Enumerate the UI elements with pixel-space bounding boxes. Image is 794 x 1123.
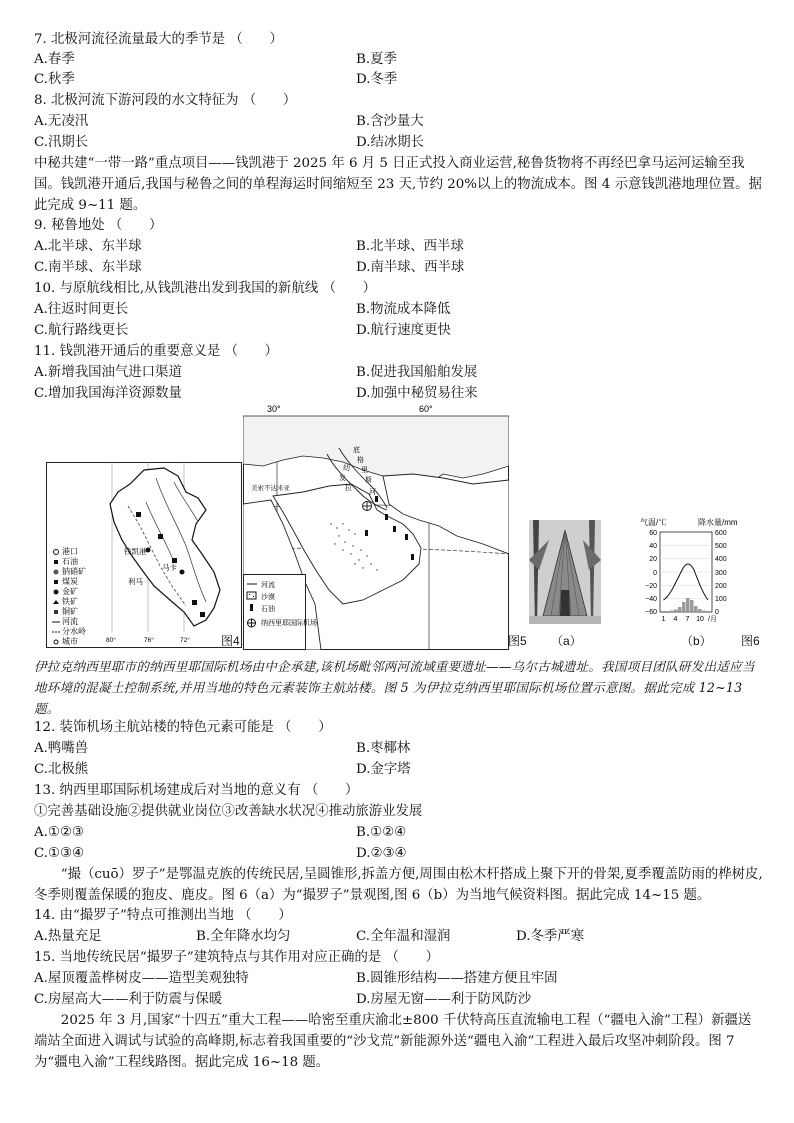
q14-option-d: D.冬季严寒	[516, 929, 585, 944]
city-symbol	[180, 570, 185, 575]
x-unit: /月	[708, 616, 717, 623]
legend-desert: 沙漠	[261, 594, 275, 601]
left-tick: 20	[649, 556, 657, 563]
mine-symbol	[192, 600, 197, 605]
figure-4-label: 图4	[221, 634, 240, 648]
q13-stem: 13. 纳西里耶国际机场建成后对当地的意义有 （ ）	[34, 783, 359, 798]
label-he: 河	[369, 489, 376, 496]
airport-symbol	[363, 502, 372, 511]
right-tick: 600	[715, 530, 727, 537]
q15-option-c: C.房屋高大——利于防震与保暖	[34, 992, 223, 1007]
q8-stem: 8. 北极河流下游河段的水文特征为 （ ）	[34, 93, 297, 108]
mine-symbol	[200, 612, 205, 617]
label-fa: 发	[339, 475, 346, 482]
q11-option-b: B.促进我国船舶发展	[356, 365, 478, 380]
q8-option-a: A.无凌汛	[34, 114, 89, 129]
legend-river: 河流	[62, 617, 78, 626]
legend-river-me: 河流	[261, 582, 275, 589]
legend-gold: 金矿	[62, 587, 78, 596]
right-tick: 400	[715, 556, 727, 563]
right-tick: 500	[715, 543, 727, 550]
legend-port: 港口	[62, 547, 78, 556]
figure-6b-label: （b）	[681, 634, 712, 648]
q9-option-b: B.北半球、西半球	[356, 239, 464, 254]
legend-oil: 石油	[62, 557, 78, 566]
legend-city: 城市	[62, 637, 78, 646]
right-tick: 200	[715, 583, 727, 590]
q7-option-c: C.秋季	[34, 72, 75, 87]
right-tick: 0	[715, 609, 719, 616]
q12-option-b: B.枣椰林	[356, 741, 411, 756]
legend-divide: 分水岭	[62, 627, 86, 636]
intro-12-13: 伊拉克纳西里耶市的纳西里耶国际机场由中企承建,该机场毗邻两河流域重要遗址——乌尔古城遗址。我国项目团队研发出适应当地环境的混凝土控制系统,并用当地的特色元素装饰主航站楼。图 5 为伊拉克纳西里耶国际机场位置示意图。据此完成 12~13 题。	[34, 659, 755, 716]
mine-symbol	[158, 534, 163, 539]
q14-option-a: A.热量充足	[34, 929, 102, 944]
q10-option-a: A.往返时间更长	[34, 302, 129, 317]
legend-iron: 铁矿	[62, 597, 78, 606]
q7-option-a: A.春季	[34, 52, 75, 67]
left-tick: −40	[645, 596, 657, 603]
q13-option-a: A.①②③	[34, 825, 84, 840]
q13-option-b: B.①②④	[356, 825, 407, 840]
right-tick: 100	[715, 596, 727, 603]
q14-option-c: C.全年温和湿润	[356, 929, 451, 944]
label-you: 幼	[343, 465, 350, 472]
q12-option-d: D.金字塔	[356, 762, 411, 777]
mine-symbol	[136, 512, 141, 517]
label-la: 拉	[345, 485, 352, 492]
figure-6b-climate-chart	[636, 516, 746, 632]
q10-stem: 10. 与原航线相比,从钱凯港出发到我国的新航线 （ ）	[34, 281, 377, 296]
q10-option-b: B.物流成本降低	[356, 302, 451, 317]
label-di: 底	[353, 447, 360, 454]
place-label-lima: 利马	[128, 577, 143, 586]
q10-option-c: C.航行路线更长	[34, 323, 129, 338]
q15-option-a: A.屋顶覆盖桦树皮——造型美观独特	[34, 971, 249, 986]
left-tick: 0	[653, 570, 657, 577]
q8-option-b: B.含沙量大	[356, 114, 424, 129]
legend-coal: 煤炭	[62, 577, 78, 586]
lon-label-60: 60°	[419, 404, 433, 414]
legend-nitrate: 钠硝矿	[62, 567, 86, 576]
q7-option-b: B.夏季	[356, 52, 397, 67]
lon-label-30: 30°	[267, 404, 281, 414]
intro-16-18: 2025 年 3 月,国家“十四五”重大工程——哈密至重庆渝北±800 千伏特高压直流输电工程（“疆电入渝”工程）新疆送端站全面进入调试与试验的高峰期,标志着我国重要的“沙戈荒”新能源外送“疆电入渝”工程进入最后攻坚冲刺阶段。图 7 为“疆电入渝”工程线路图。据此完成 16~18 题。	[34, 1013, 752, 1070]
figure-4-peru-map	[46, 462, 242, 648]
figure-6a-cuoluozi-photo	[529, 520, 601, 624]
middle-east-map	[243, 404, 509, 650]
lon-tick-72: 72°	[180, 637, 190, 644]
figure-6a-label: （a）	[551, 634, 582, 648]
q9-option-d: D.南半球、西半球	[356, 260, 465, 275]
q8-option-d: D.结冰期长	[356, 135, 425, 150]
q11-stem: 11. 钱凯港开通后的重要意义是 （ ）	[34, 344, 279, 359]
legend-copper: 铜矿	[62, 607, 78, 616]
q13-option-d: D.②③④	[356, 846, 407, 861]
x-tick: 4	[673, 616, 678, 623]
q9-option-a: A.北半球、东半球	[34, 239, 142, 254]
q15-stem: 15. 当地传统民居“撮罗子”建筑特点与其作用对应正确的是 （ ）	[34, 950, 440, 965]
place-label-qiankai: 钱凯港	[124, 547, 147, 556]
x-tick: 7	[685, 616, 690, 623]
right-tick: 300	[715, 570, 727, 577]
left-tick: 60	[649, 530, 657, 537]
q11-option-c: C.增加我国海洋资源数量	[34, 386, 182, 401]
q14-option-b: B.全年降水均匀	[196, 929, 291, 944]
figure-6-label: 图6	[741, 634, 760, 648]
legend-oil-me: 石油	[261, 606, 275, 613]
q13-options-line: ①完善基础设施②提供就业岗位③改善缺水状况④推动旅游业发展	[34, 804, 423, 819]
q9-option-c: C.南半球、东半球	[34, 260, 142, 275]
q7-option-d: D.冬季	[356, 72, 398, 87]
q12-stem: 12. 装饰机场主航站楼的特色元素可能是 （ ）	[34, 720, 332, 735]
lon-tick-76: 76°	[144, 637, 154, 644]
q11-option-a: A.新增我国油气进口渠道	[34, 365, 182, 380]
q11-option-d: D.加强中秘贸易往来	[356, 386, 478, 401]
q9-stem: 9. 秘鲁地处 （ ）	[34, 218, 163, 233]
q12-option-c: C.北极熊	[34, 762, 89, 777]
figure-5-label: 图5	[508, 634, 527, 648]
right-axis-title: 降水量/mm	[698, 518, 738, 527]
q14-stem: 14. 由“撮罗子”特点可推测出当地 （ ）	[34, 908, 292, 923]
label-si: 斯	[365, 477, 372, 484]
left-tick: −60	[645, 609, 657, 616]
q15-option-d: D.房屋无窗——利于防风防沙	[356, 992, 532, 1007]
left-axis-title: 气温/℃	[640, 518, 667, 527]
q15-option-b: B.圆锥形结构——搭建方便且牢固	[356, 971, 558, 986]
place-label-maka: 马卡	[162, 563, 177, 572]
label-region: 美索不达米亚	[251, 485, 290, 492]
left-tick: 40	[649, 543, 657, 550]
x-tick: 10	[696, 616, 704, 623]
intro-9-11: 中秘共建“一带一路”重点项目——钱凯港于 2025 年 6 月 5 日正式投入商业运营,秘鲁货物将不再经巴拿马运河运输至我国。钱凯港开通后,我国与秘鲁之间的单程海运时间缩短至 23 天,节约 20%以上的物流成本。图 4 示意钱凯港地理位置。据此完成 9~11 题。	[34, 156, 762, 213]
q8-option-c: C.汛期长	[34, 135, 89, 150]
q7-stem: 7. 北极河流径流量最大的季节是 （ ）	[34, 32, 283, 47]
intro-14-15: “撮（cuō）罗子”是鄂温克族的传统民居,呈圆锥形,拆盖方便,周围由松木杆搭成上聚下开的骨架,夏季覆盖防雨的桦树皮,冬季则覆盖保暖的狍皮、鹿皮。图 6（a）为“撮罗子”景观图,图 6（b）为当地气候资料图。据此完成 14~15 题。	[34, 867, 763, 903]
label-li: 里	[361, 467, 368, 474]
legend-airport: 纳西里耶国际机场	[261, 620, 317, 627]
left-tick: −20	[645, 583, 657, 590]
q12-option-a: A.鸭嘴兽	[34, 741, 89, 756]
label-ge: 格	[357, 457, 364, 464]
x-tick: 1	[661, 616, 666, 623]
q13-option-c: C.①③④	[34, 846, 85, 861]
q10-option-d: D.航行速度更快	[356, 323, 451, 338]
lon-tick-80: 80°	[106, 637, 116, 644]
